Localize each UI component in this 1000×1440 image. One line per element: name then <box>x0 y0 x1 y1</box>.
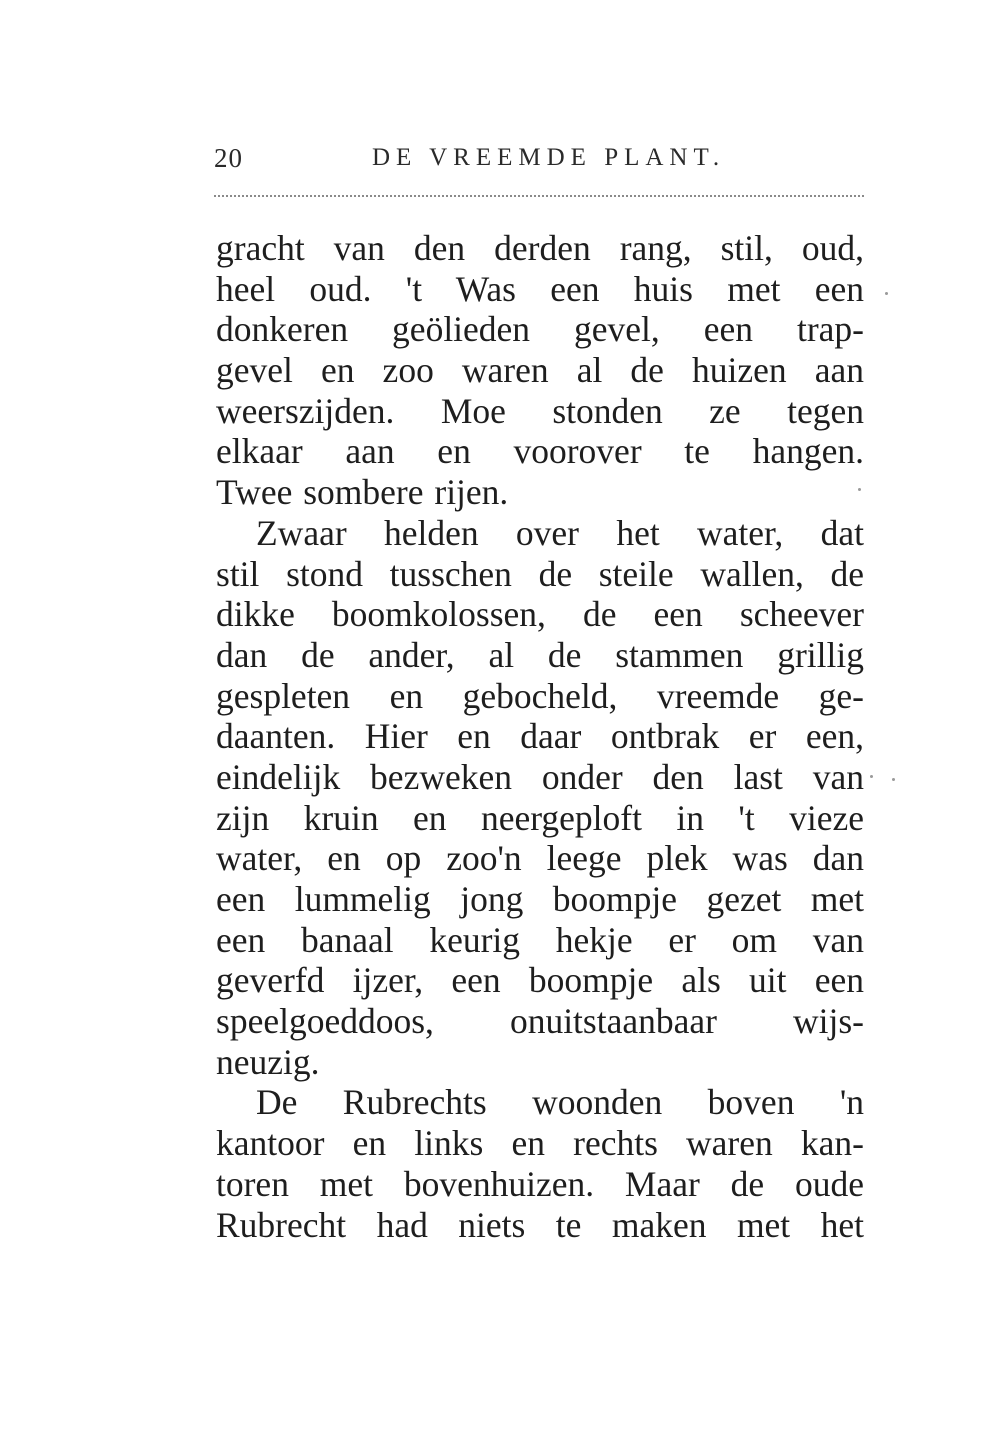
text-line: heel oud. 't Was een huis met een <box>216 268 864 309</box>
text-line: een lummelig jong boompje gezet met <box>216 879 864 919</box>
scan-speck <box>870 775 873 778</box>
running-title: DE VREEMDE PLANT. <box>372 144 726 171</box>
text-line: speelgoeddoos, onuitstaanbaar wijs- <box>216 1001 864 1042</box>
text-line: gespleten en gebocheld, vreemde ge- <box>216 675 864 716</box>
page-number: 20 <box>214 143 243 173</box>
text-line: gevel en zoo waren al de huizen aan <box>216 350 864 391</box>
text-line: elkaar aan en voorover te hangen. <box>216 431 864 472</box>
text-line: een banaal keurig hekje er om van <box>216 919 864 960</box>
header-rule <box>214 195 864 197</box>
scan-speck <box>885 292 888 295</box>
text-line: Rubrecht had niets te maken met het <box>216 1204 864 1245</box>
text-line: geverfd ijzer, een boompje als uit een <box>216 960 864 1001</box>
scan-speck <box>892 778 895 781</box>
text-line: neuzig. <box>216 1041 320 1082</box>
text-line: eindelijk bezweken onder den last van <box>216 756 864 797</box>
text-line: toren met bovenhuizen. Maar de oude <box>216 1163 864 1204</box>
scan-speck <box>858 488 861 491</box>
text-line: donkeren geölieden gevel, een trap- <box>216 309 864 350</box>
text-line: water, en op zoo'n leege plek was dan <box>216 838 864 879</box>
text-line: dan de ander, al de stammen grillig <box>216 634 864 675</box>
text-line: gracht van den derden rang, stil, oud, <box>216 228 864 268</box>
body-text <box>216 228 864 1245</box>
text-line: Zwaar helden over het water, dat <box>256 512 864 553</box>
text-line: zijn kruin en neergeploft in 't vieze <box>216 797 864 838</box>
text-line: De Rubrechts woonden boven 'n <box>256 1082 864 1123</box>
text-line: dikke boomkolossen, de een scheever <box>216 594 864 635</box>
text-line: Twee sombere rijen. <box>216 472 509 513</box>
running-head <box>214 143 864 183</box>
text-line: daanten. Hier en daar ontbrak er een, <box>216 716 864 757</box>
text-line: stil stond tusschen de steile wallen, de <box>216 553 864 594</box>
text-line: weerszijden. Moe stonden ze tegen <box>216 390 864 431</box>
text-line: kantoor en links en rechts waren kan- <box>216 1123 864 1164</box>
